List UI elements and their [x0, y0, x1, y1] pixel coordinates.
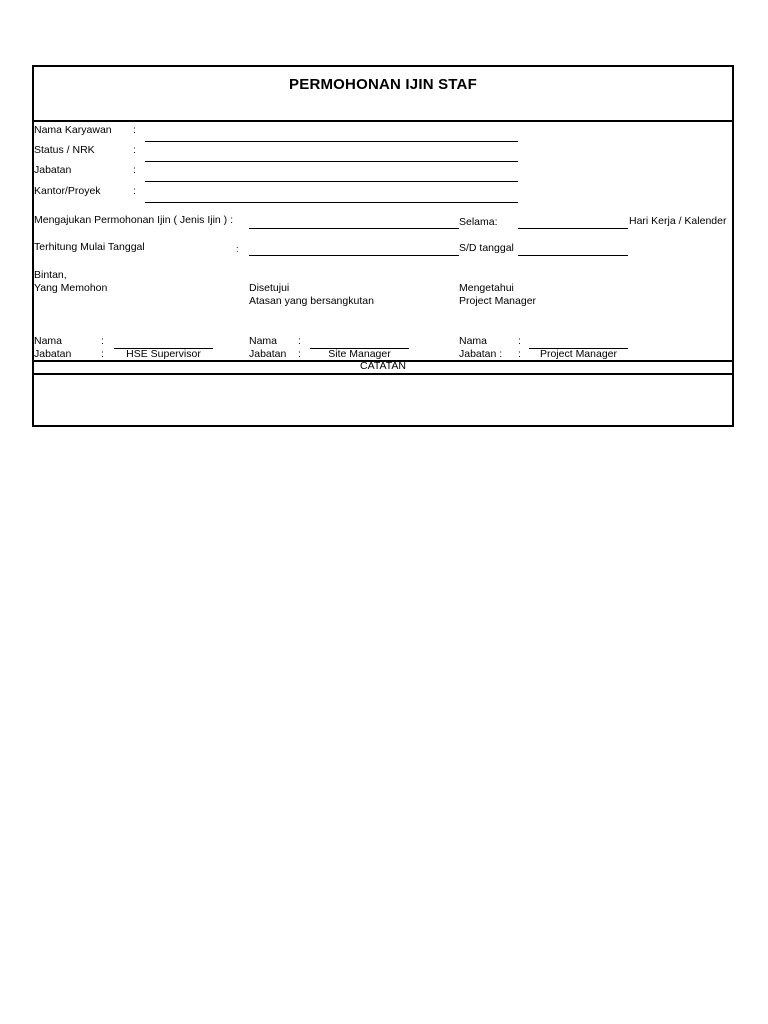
nama-karyawan-line[interactable] — [145, 141, 518, 142]
sd-tanggal-line[interactable] — [518, 255, 628, 256]
permit-form — [32, 65, 734, 427]
kantor-proyek-line[interactable] — [145, 202, 518, 203]
disetujui-label: Disetujui — [249, 282, 290, 294]
jenis-ijin-line[interactable] — [249, 228, 459, 229]
title-divider — [34, 120, 732, 122]
jenis-ijin-label: Mengajukan Permohonan Ijin ( Jenis Ijin ) : — [34, 214, 234, 226]
colon: : — [101, 348, 104, 360]
hari-kerja-label: Hari Kerja / Kalender — [629, 215, 727, 227]
jabatan-3-value: Project Manager — [539, 348, 618, 360]
nama-label-1: Nama — [34, 335, 63, 347]
jabatan-label-2: Jabatan — [249, 348, 287, 360]
atasan-label: Atasan yang bersangkutan — [249, 295, 374, 307]
jabatan-1-value: HSE Supervisor — [126, 348, 201, 360]
field-colon: : — [133, 185, 136, 197]
mengetahui-label: Mengetahui — [459, 282, 514, 294]
field-label-jabatan: Jabatan — [34, 164, 72, 176]
mulai-colon: : — [236, 244, 239, 254]
selama-line[interactable] — [518, 228, 628, 229]
jabatan-2-value: Site Manager — [328, 348, 391, 360]
colon: : — [518, 348, 521, 360]
sd-tanggal-label: S/D tanggal — [459, 242, 514, 254]
nama-label-3: Nama — [459, 335, 488, 347]
jabatan-line[interactable] — [145, 181, 518, 182]
field-label-status-nrk: Status / NRK — [34, 144, 95, 156]
colon: : — [518, 335, 521, 347]
field-colon: : — [133, 164, 136, 176]
greeting: Bintan, — [34, 269, 67, 281]
catatan-area[interactable] — [34, 375, 732, 425]
status-nrk-line[interactable] — [145, 161, 518, 162]
field-colon: : — [133, 144, 136, 156]
colon: : — [298, 335, 301, 347]
nama-label-2: Nama — [249, 335, 278, 347]
project-manager-label: Project Manager — [459, 295, 537, 307]
mulai-tanggal-line[interactable] — [249, 255, 459, 256]
colon: : — [101, 335, 104, 347]
field-label-kantor-proyek: Kantor/Proyek — [34, 185, 101, 197]
field-colon: : — [133, 124, 136, 136]
yang-memohon-label: Yang Memohon — [34, 282, 108, 294]
colon: : — [298, 348, 301, 360]
form-title: PERMOHONAN IJIN STAF — [289, 76, 477, 93]
jabatan-label-3: Jabatan : — [459, 348, 503, 360]
catatan-label: CATATAN — [360, 360, 406, 372]
mulai-tanggal-label: Terhitung Mulai Tanggal — [34, 241, 145, 253]
jabatan-label-1: Jabatan — [34, 348, 72, 360]
selama-label: Selama: — [459, 216, 498, 228]
field-label-nama-karyawan: Nama Karyawan — [34, 124, 112, 136]
